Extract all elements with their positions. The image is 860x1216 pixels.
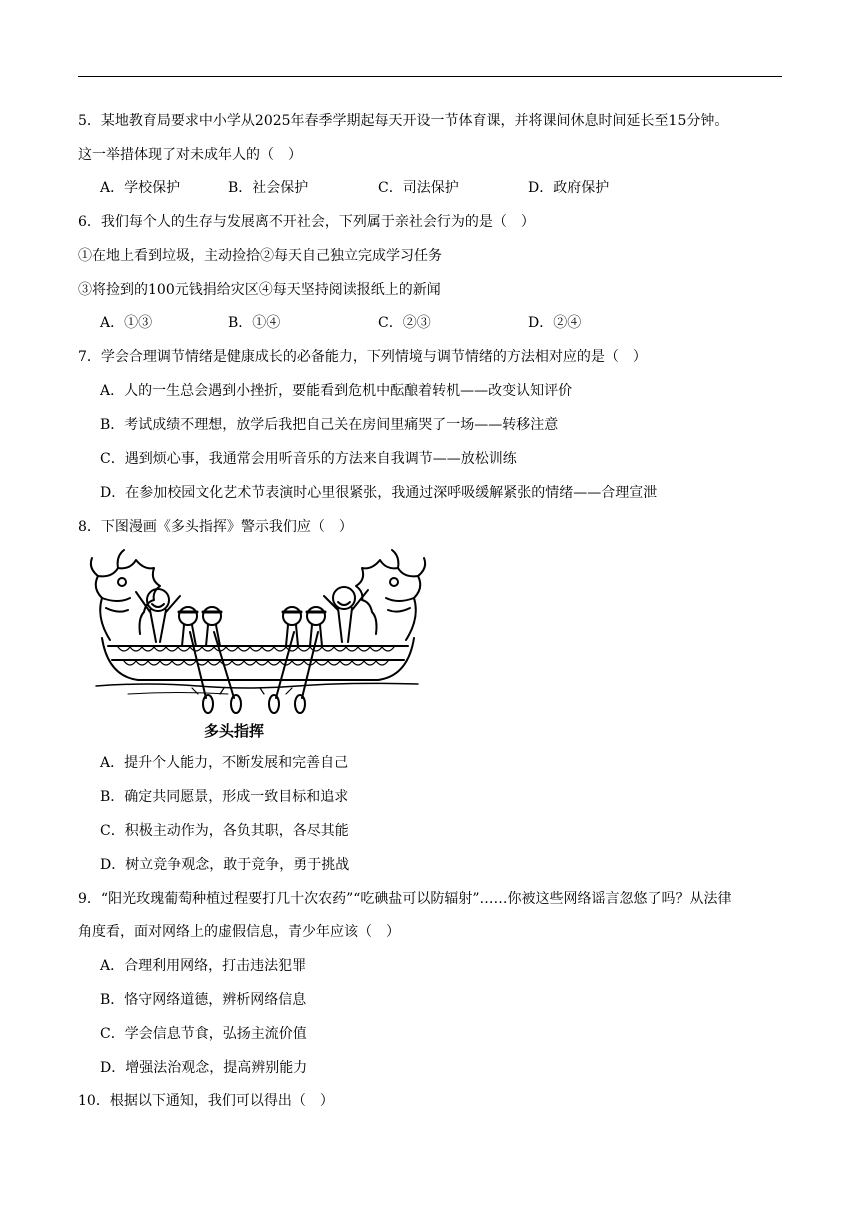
q8-option-b[interactable]: B．确定共同愿景，形成一致目标和追求 bbox=[100, 789, 349, 805]
q9-option-b[interactable]: B．恪守网络道德，辨析网络信息 bbox=[100, 992, 307, 1008]
q6-option-a[interactable]: A．①③ bbox=[100, 315, 153, 331]
q6-stem: 6．我们每个人的生存与发展离不开社会，下列属于亲社会行为的是（ ） bbox=[78, 214, 535, 230]
q7-option-b[interactable]: B．考试成绩不理想，放学后我把自己关在房间里痛哭了一场——转移注意 bbox=[100, 417, 559, 433]
q6-option-d[interactable]: D．②④ bbox=[528, 315, 582, 331]
q7-option-a[interactable]: A．人的一生总会遇到小挫折，要能看到危机中酝酿着转机——改变认知评价 bbox=[100, 383, 573, 399]
q6-item-line-1: ①在地上看到垃圾，主动捡拾②每天自己独立完成学习任务 bbox=[78, 248, 442, 264]
q10-stem: 10．根据以下通知，我们可以得出（ ） bbox=[78, 1093, 334, 1109]
q9-option-d[interactable]: D．增强法治观念，提高辨别能力 bbox=[100, 1060, 308, 1076]
q9-option-c[interactable]: C．学会信息节食，弘扬主流价值 bbox=[100, 1026, 307, 1042]
q9-option-a[interactable]: A．合理利用网络，打击违法犯罪 bbox=[100, 958, 307, 974]
q5-stem-line-2: 这一举措体现了对未成年人的（ ） bbox=[78, 147, 302, 163]
q5-stem-line-1: 5．某地教育局要求中小学从2025年春季学期起每天开设一节体育课，并将课间休息时间延长至15分钟。 bbox=[78, 113, 729, 129]
q5-option-c[interactable]: C．司法保护 bbox=[378, 180, 459, 196]
q8-option-a[interactable]: A．提升个人能力，不断发展和完善自己 bbox=[100, 755, 349, 771]
q6-item-line-2: ③将捡到的100元钱捐给灾区④每天坚持阅读报纸上的新闻 bbox=[78, 282, 441, 298]
cartoon-caption: 多头指挥 bbox=[204, 722, 265, 740]
q7-stem: 7．学会合理调节情绪是健康成长的必备能力，下列情境与调节情绪的方法相对应的是（ ） bbox=[78, 349, 647, 365]
cartoon-illustration bbox=[88, 548, 428, 744]
q8-option-d[interactable]: D．树立竞争观念，敢于竞争，勇于挑战 bbox=[100, 857, 350, 873]
q5-option-b[interactable]: B．社会保护 bbox=[228, 180, 309, 196]
q6-option-b[interactable]: B．①④ bbox=[228, 315, 281, 331]
q6-option-c[interactable]: C．②③ bbox=[378, 315, 431, 331]
q8-stem: 8．下图漫画《多头指挥》警示我们应（ ） bbox=[78, 519, 353, 535]
q7-option-c[interactable]: C．遇到烦心事，我通常会用听音乐的方法来自我调节——放松训练 bbox=[100, 451, 517, 467]
header-rule bbox=[78, 76, 782, 77]
q9-stem-line-2: 角度看，面对网络上的虚假信息，青少年应该（ ） bbox=[78, 924, 400, 940]
q8-option-c[interactable]: C．积极主动作为，各负其职，各尽其能 bbox=[100, 823, 349, 839]
q5-option-a[interactable]: A．学校保护 bbox=[100, 180, 181, 196]
q9-stem-line-1: 9．“阳光玫瑰葡萄种植过程要打几十次农药”“吃碘盐可以防辐射”……你被这些网络谣言忽悠了吗？从法律 bbox=[78, 891, 732, 907]
q5-option-d[interactable]: D．政府保护 bbox=[528, 180, 610, 196]
q7-option-d[interactable]: D．在参加校园文化艺术节表演时心里很紧张，我通过深呼吸缓解紧张的情绪——合理宣泄 bbox=[100, 485, 658, 501]
dragon-boat-cartoon bbox=[88, 548, 428, 744]
